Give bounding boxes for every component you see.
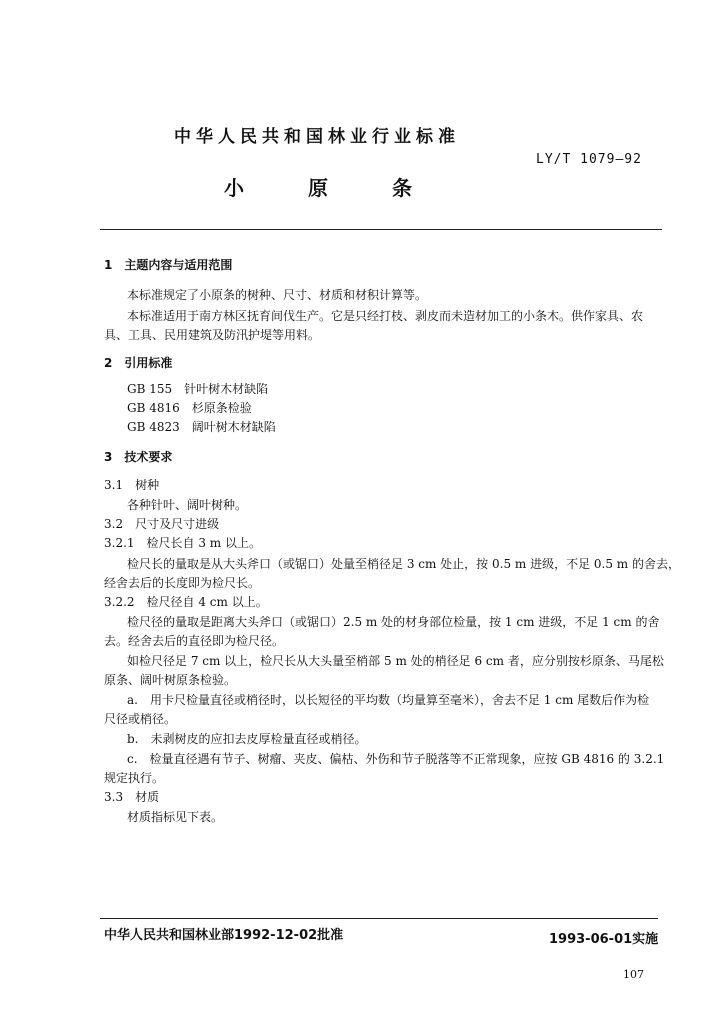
standard-code: LY/T 1079—92 [536,152,642,167]
section-3-2-2-p1-line2: 去。经舍去后的直径即为检尺径。 [104,634,285,648]
item-c-line2: 规定执行。 [104,771,165,785]
section-3-2-2-p2-line2: 原条、阔叶树原条检验。 [104,673,237,687]
section-1-p1: 本标准规定了小原条的树种、尺寸、材质和材积计算等。 [127,288,428,302]
section-1-p2-line2: 具、工具、民用建筑及防汛护堤等用料。 [104,328,321,342]
effective-date: 1993-06-01实施 [549,932,659,947]
reference-gb4816: GB 4816 杉原条检验 [127,401,252,415]
section-3-2-1-line2: 经舍去后的长度即为检尺长。 [104,576,261,590]
section-3-2-1-line1: 检尺长的量取是从大头斧口（或锯口）处量至梢径足 3 cm 处止，按 0.5 m 进级，不足 0.5 m 的舍去， [127,557,680,571]
section-3-1-text: 各种针叶、阔叶树种。 [127,498,248,512]
section-3-2-1-heading: 3.2.1 检尺长自 3 m 以上。 [104,536,261,550]
section-1-heading: 1 主题内容与适用范围 [104,258,233,272]
section-1-p2-line1: 本标准适用于南方林区抚育间伐生产。它是只经打枝、剥皮而未造材加工的小条木。供作家具、农 [127,309,644,323]
org-title: 中华人民共和国林业行业标准 [174,127,460,147]
section-3-3-text: 材质指标见下表。 [127,810,224,824]
header-rule [100,229,662,230]
item-b: b. 未剥树皮的应扣去皮厚检量直径或梢径。 [127,732,367,746]
item-a-line1: a. 用卡尺检量直径或梢径时，以长短径的平均数（均量算至毫米），舍去不足 1 cm 尾数后作为检 [127,693,650,707]
section-3-heading: 3 技术要求 [104,450,173,464]
section-3-2-2-heading: 3.2.2 检尺径自 4 cm 以上。 [104,595,268,609]
section-3-2-heading: 3.2 尺寸及尺寸进级 [104,517,220,531]
footer-rule [100,918,658,919]
document-title: 小原条 [224,176,476,200]
section-3-1-heading: 3.1 树种 [104,478,160,492]
approval-text: 中华人民共和国林业部1992-12-02批准 [104,928,344,943]
page-number: 107 [623,968,644,981]
item-c-line1: c. 检量直径遇有节子、树瘤、夹皮、偏枯、外伤和节子脱落等不正常现象，应按 GB 4816 的 3.2.1 [127,752,665,766]
section-2-heading: 2 引用标准 [104,356,173,370]
reference-gb4823: GB 4823 阔叶树木材缺陷 [127,420,276,434]
section-3-2-2-p2-line1: 如检尺径足 7 cm 以上，检尺长从大头量至梢部 5 m 处的梢径足 6 cm 者，应分别按杉原条、马尾松 [127,654,664,668]
section-3-2-2-p1-line1: 检尺径的量取是距离大头斧口（或锯口）2.5 m 处的材身部位检量，按 1 cm 进级，不足 1 cm 的舍 [127,615,660,629]
item-a-line2: 尺径或梢径。 [104,712,177,726]
reference-gb155: GB 155 针叶树木材缺陷 [127,382,269,396]
section-3-3-heading: 3.3 材质 [104,790,160,804]
